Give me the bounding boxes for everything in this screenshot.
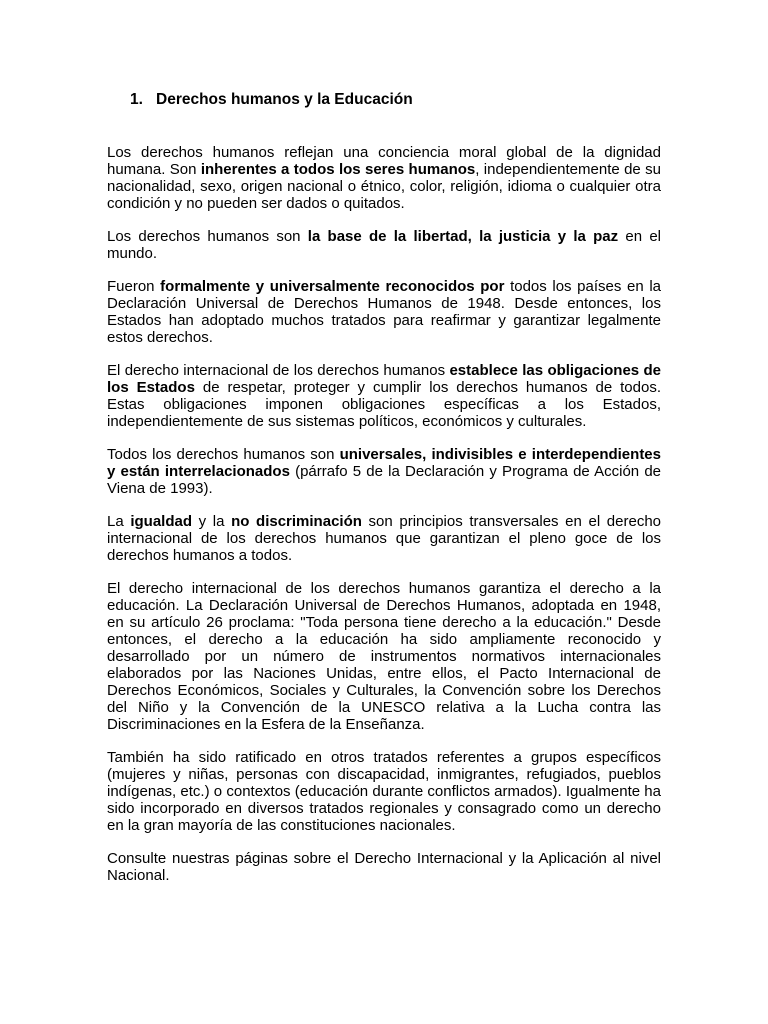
bold-text: formalmente y universalmente reconocidos por — [160, 278, 505, 295]
paragraph — [107, 362, 661, 430]
paragraph — [107, 446, 661, 497]
paragraph — [107, 278, 661, 346]
section-number: 1. — [130, 91, 143, 108]
text-run: El derecho internacional de los derechos humanos — [107, 362, 450, 379]
document-page — [107, 90, 661, 900]
text-run: Consulte nuestras páginas sobre el Derecho Internacional y la Aplicación al nivel Nacional. — [107, 850, 661, 884]
text-run: son principios transversales en el derecho internacional de los derechos humanos que garantizan el pleno goce de los derechos humanos a todos. — [107, 513, 662, 564]
text-run: de respetar, proteger y cumplir los derechos humanos de todos. Estas obligaciones imponen obligaciones específicas a los Estados, independientemente de sus sistemas políticos, económicos y culturales. — [107, 379, 661, 430]
bold-text: la base de la libertad, la justicia y la paz — [307, 228, 619, 245]
text-run: Los derechos humanos son — [107, 228, 308, 245]
paragraph — [107, 144, 661, 212]
text-run: La — [107, 513, 131, 530]
text-run: todos los países en la Declaración Universal de Derechos Humanos de 1948. Desde entonces, los Estados han adoptado muchos tratados para reafirmar y garantizar legalmente estos derechos. — [107, 278, 661, 346]
text-run: Los derechos humanos reflejan una conciencia moral global de la dignidad humana. Son — [107, 144, 661, 178]
text-run: y la — [192, 513, 232, 530]
paragraph — [107, 580, 661, 733]
paragraph — [107, 749, 661, 834]
paragraph — [107, 513, 661, 564]
paragraph — [107, 228, 661, 262]
section-heading — [107, 90, 661, 110]
bold-text: establece las obligaciones de los Estados — [107, 362, 661, 396]
paragraph — [107, 850, 661, 884]
text-run: , independientemente de su nacionalidad, sexo, origen nacional o étnico, color, religión, idioma o cualquier otra condición y no pueden ser dados o quitados. — [107, 161, 661, 212]
text-run: El derecho internacional de los derechos humanos garantiza el derecho a la educación. La Declaración Universal de Derechos Humanos, adoptada en 1948, en su artículo 26 proclama: "Toda persona tiene derecho a la educación." Desde entonces, el derecho a la educación ha sido ampliamente reconocido y desarrollado por un número de instrumentos normativos internacionales elaborados por las Naciones Unidas, entre ellos, el Pacto Internacional de Derechos Económicos, Sociales y Culturales, la Convención sobre los Derechos del Niño y la Convención de la UNESCO relativa a la Lucha contra las Discriminaciones en la Esfera de la Enseñanza. — [107, 580, 661, 733]
section-title: Derechos humanos y la Educación — [156, 91, 413, 108]
text-run: Fueron — [107, 278, 161, 295]
bold-text: no discriminación — [231, 513, 362, 530]
text-run: Todos los derechos humanos son — [107, 446, 340, 463]
bold-text: inherentes a todos los seres humanos — [200, 161, 476, 178]
text-run: en el mundo. — [107, 228, 661, 262]
body-text — [107, 144, 661, 884]
text-run: (párrafo 5 de la Declaración y Programa de Acción de Viena de 1993). — [107, 463, 661, 497]
bold-text: igualdad — [130, 513, 192, 530]
bold-text: universales, indivisibles e interdependientes y están interrelacionados — [107, 446, 661, 480]
text-run: También ha sido ratificado en otros tratados referentes a grupos específicos (mujeres y niñas, personas con discapacidad, inmigrantes, refugiados, pueblos indígenas, etc.) o contextos (educación durante conflictos armados). Igualmente ha sido incorporado en diversos tratados regionales y consagrado como un derecho en la gran mayoría de las constituciones nacionales. — [107, 749, 661, 834]
